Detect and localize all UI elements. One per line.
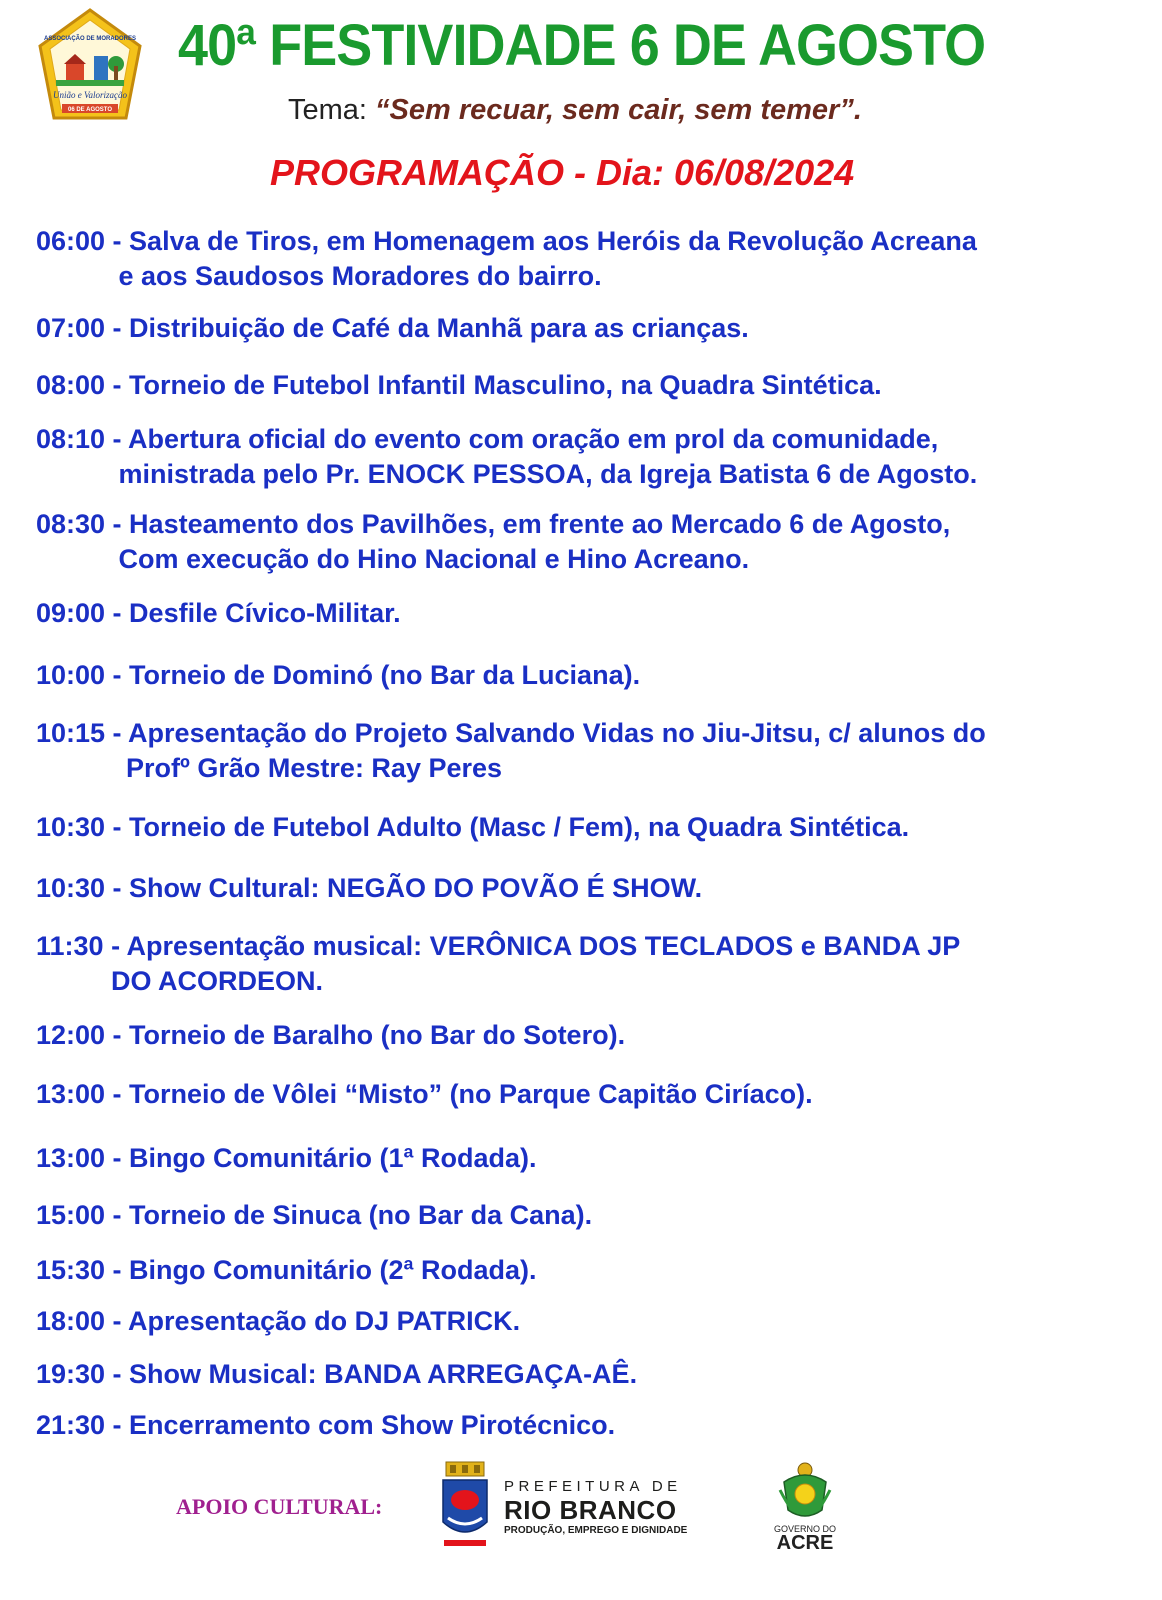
schedule-item xyxy=(36,1198,1146,1233)
programacao-heading: PROGRAMAÇÃO - Dia: 06/08/2024 xyxy=(270,152,855,193)
rio-branco-crest-icon xyxy=(440,1460,490,1550)
schedule-item-line: Com execução do Hino Nacional e Hino Acreano. xyxy=(36,544,750,574)
schedule-item xyxy=(36,871,1146,906)
schedule-item-line: 19:30 - Show Musical: BANDA ARREGAÇA-AÊ. xyxy=(36,1359,638,1389)
schedule-item-line: DO ACORDEON. xyxy=(36,966,324,996)
schedule-item xyxy=(36,1408,1146,1443)
apoio-cultural-label: APOIO CULTURAL: xyxy=(176,1494,383,1519)
schedule-item xyxy=(36,1253,1146,1288)
logo-motto-text: União e Valorização xyxy=(53,90,127,100)
logo-bottom-text: 06 DE AGOSTO xyxy=(67,107,113,113)
schedule-item-line: e aos Saudosos Moradores do bairro. xyxy=(36,261,602,291)
schedule-item xyxy=(36,1357,1146,1392)
tema-label: Tema: xyxy=(288,94,367,126)
tema-quote: “Sem recuar, sem cair, sem temer”. xyxy=(375,94,862,126)
schedule-item xyxy=(36,1304,1146,1339)
schedule-item xyxy=(36,1018,1146,1053)
schedule-item xyxy=(36,716,1146,786)
schedule-item xyxy=(36,422,1146,492)
schedule-item xyxy=(36,596,1146,631)
schedule-item-line: 10:30 - Torneio de Futebol Adulto (Masc / Fem), na Quadra Sintética. xyxy=(36,812,910,842)
schedule-item xyxy=(36,1141,1146,1176)
schedule-item xyxy=(36,311,1146,346)
governo-acre-logo xyxy=(770,1460,840,1560)
schedule-item xyxy=(36,1077,1146,1112)
schedule-item-line: 10:30 - Show Cultural: NEGÃO DO POVÃO É SHOW. xyxy=(36,873,703,903)
prefeitura-line2: RIO BRANCO xyxy=(504,1495,677,1525)
schedule-item-line: 07:00 - Distribuição de Café da Manhã para as crianças. xyxy=(36,313,749,343)
schedule-item-line: 10:15 - Apresentação do Projeto Salvando Vidas no Jiu-Jitsu, c/ alunos do xyxy=(36,718,986,748)
schedule-item-line: 18:00 - Apresentação do DJ PATRICK. xyxy=(36,1306,521,1336)
schedule-item xyxy=(36,929,1146,999)
acre-name-text: ACRE xyxy=(776,1532,834,1554)
prefeitura-line1: PREFEITURA DE xyxy=(504,1478,682,1495)
schedule-item-line: 21:30 - Encerramento com Show Pirotécnico. xyxy=(36,1410,616,1440)
schedule-item xyxy=(36,810,1146,845)
acre-gov-text: GOVERNO DO xyxy=(773,1524,836,1534)
schedule-item-line: 15:30 - Bingo Comunitário (2ª Rodada). xyxy=(36,1255,537,1285)
schedule-item xyxy=(36,507,1146,577)
schedule-item-line: 13:00 - Bingo Comunitário (1ª Rodada). xyxy=(36,1143,537,1173)
schedule-item-line: 09:00 - Desfile Cívico-Militar. xyxy=(36,598,401,628)
schedule-item xyxy=(36,368,1146,403)
schedule-item-line: ministrada pelo Pr. ENOCK PESSOA, da Igreja Batista 6 de Agosto. xyxy=(36,459,978,489)
schedule-item xyxy=(36,224,1146,294)
prefeitura-line3: PRODUÇÃO, EMPREGO E DIGNIDADE xyxy=(504,1525,688,1536)
schedule-item-line: 08:30 - Hasteamento dos Pavilhões, em frente ao Mercado 6 de Agosto, xyxy=(36,509,951,539)
schedule-item-line: 15:00 - Torneio de Sinuca (no Bar da Cana). xyxy=(36,1200,593,1230)
prefeitura-logo xyxy=(504,1478,704,1538)
schedule-item-line: 13:00 - Torneio de Vôlei “Misto” (no Parque Capitão Ciríaco). xyxy=(36,1079,813,1109)
acre-coat-of-arms-icon xyxy=(778,1460,832,1522)
logo-top-text: ASSOCIAÇÃO DE MORADORES xyxy=(43,36,137,42)
schedule-item-line: 06:00 - Salva de Tiros, em Homenagem aos Heróis da Revolução Acreana xyxy=(36,226,977,256)
event-title: 40ª FESTIVIDADE 6 DE AGOSTO xyxy=(178,13,986,78)
schedule-item-line: 08:10 - Abertura oficial do evento com oração em prol da comunidade, xyxy=(36,424,939,454)
schedule-item-line: 11:30 - Apresentação musical: VERÔNICA DOS TECLADOS e BANDA JP xyxy=(36,931,961,961)
schedule-item-line: Profº Grão Mestre: Ray Peres xyxy=(36,753,503,783)
schedule-item-line: 12:00 - Torneio de Baralho (no Bar do Sotero). xyxy=(36,1020,626,1050)
schedule-item xyxy=(36,658,1146,693)
schedule-item-line: 10:00 - Torneio de Dominó (no Bar da Luciana). xyxy=(36,660,641,690)
schedule-item-line: 08:00 - Torneio de Futebol Infantil Masculino, na Quadra Sintética. xyxy=(36,370,882,400)
